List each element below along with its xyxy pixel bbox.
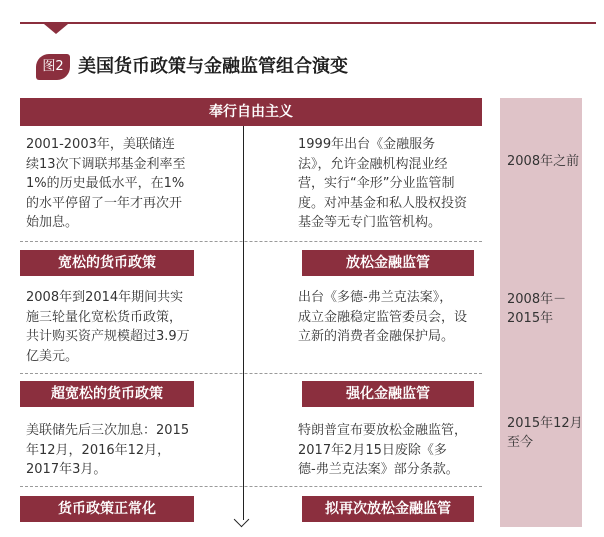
row-divider [20,486,482,487]
row1-period: 2008年－ 2015年 [507,292,567,326]
row2-left-text: 美联储先后三次加息：2015 年12月，2016年12月， 2017年3月。 [26,423,190,478]
heading-loose-monetary-policy: 宽松的货币政策 [20,250,194,276]
figure-title: 美国货币政策与金融监管组合演变 [78,56,348,77]
top-notch-decoration [44,24,68,34]
row0-period: 2008年之前 [507,154,580,169]
heading-planned-relaxation: 拟再次放松金融监管 [302,496,474,522]
heading-ultra-loose-monetary-policy: 超宽松的货币政策 [20,381,194,407]
figure-badge: 图2 [36,54,70,80]
row-divider [20,241,482,242]
heading-monetary-normalization: 货币政策正常化 [20,496,194,522]
row2-period: 2015年12月 至今 [507,416,583,450]
row2-right-text: 特朗普宣布要放松金融监管， 2017年2月15日废除《多 德-弗兰克法案》部分条款。 [298,423,468,478]
row0-left-text: 2001-2003年，美联储连 续13次下调联邦基金利率至 1%的历史最低水平，在1% 的水平停留了一年才再次开 始加息。 [26,137,186,231]
heading-strengthened-regulation: 强化金融监管 [302,381,474,407]
row1-right-text: 出台《多德-弗兰克法案》， 成立金融稳定监管委员会，设 立新的消费者金融保护局。 [298,290,468,345]
banner-liberalism: 奉行自由主义 [20,98,482,126]
timeline-axis [243,126,244,520]
row1-left-text: 2008年到2014年期间共实 施三轮量化宽松货币政策， 共计购买资产规模超过3.9万 亿美元。 [26,290,190,364]
top-rule [20,22,596,24]
heading-relaxed-regulation: 放松金融监管 [302,250,474,276]
row-divider [20,373,482,374]
row0-right-text: 1999年出台《金融服务 法》，允许金融机构混业经 营，实行“伞形”分业监管制 度。对冲基金和私人股权投资 基金等无专门监管机构。 [298,137,468,231]
timeline-arrowhead [234,512,250,528]
